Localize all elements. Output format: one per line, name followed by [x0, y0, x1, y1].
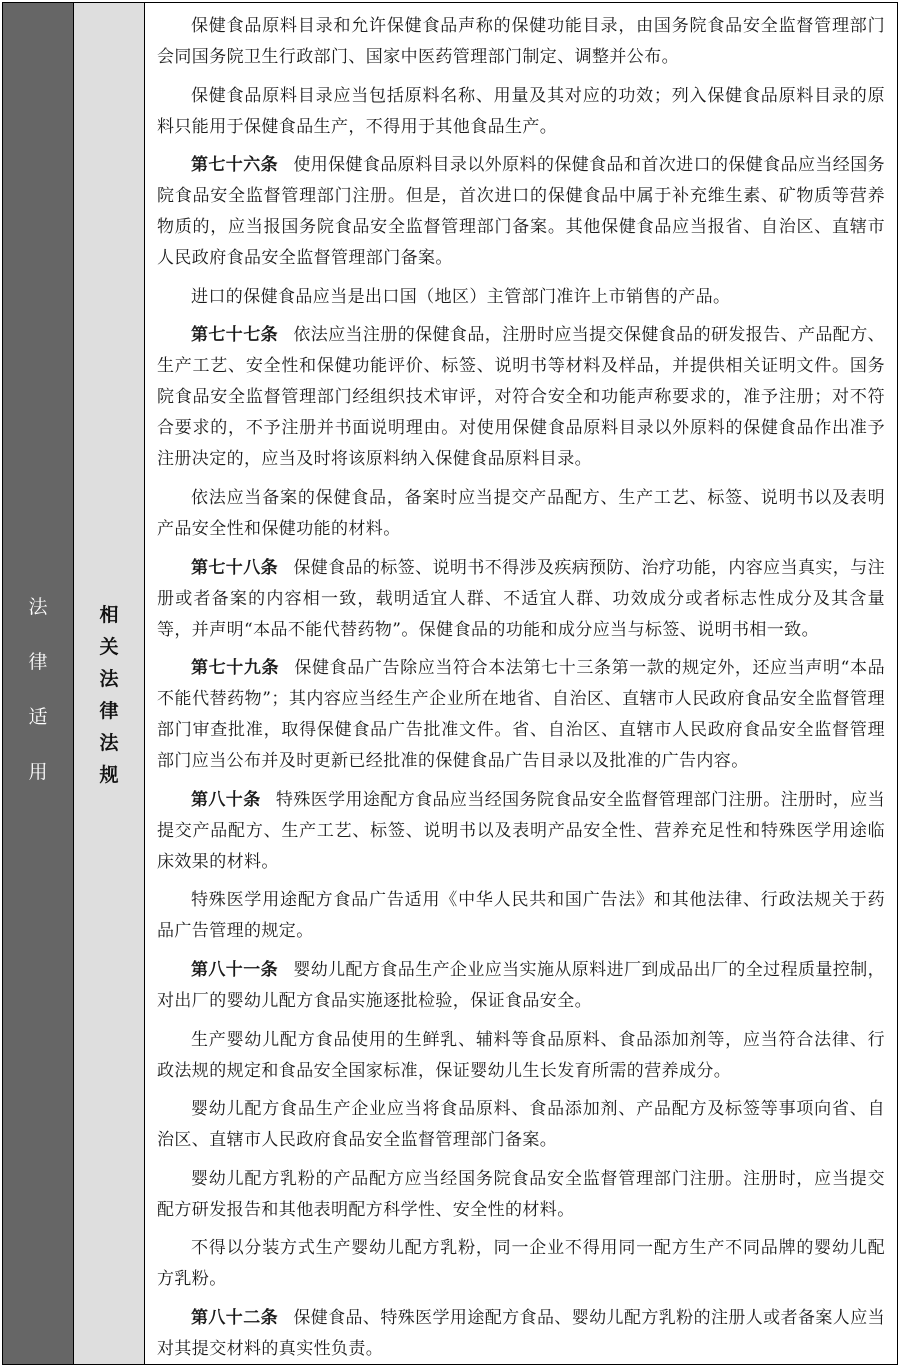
paragraph: [157, 1233, 885, 1295]
paragraph-text: 依法应当备案的保健食品，备案时应当提交产品配方、生产工艺、标签、说明书以及表明产品安全性和保健功能的材料。: [157, 487, 885, 539]
paragraph-text: 保健食品广告除应当符合本法第七十三条第一款的规定外，还应当声明“本品不能代替药物”；其内容应当经生产企业所在地省、自治区、直辖市人民政府食品安全监督管理部门审查批准，取得保健食品广告批准文件。省、自治区、直辖市人民政府食品安全监督管理部门应当公布并及时更新已经批准的保健食品广告目录以及批准的广告内容。: [157, 658, 885, 772]
category-column: [3, 3, 74, 1364]
law-table: [2, 2, 898, 1365]
paragraph-text: 保健食品原料目录和允许保健食品声称的保健功能目录，由国务院食品安全监督管理部门会同国务院卫生行政部门、国家中医药管理部门制定、调整并公布。: [157, 16, 885, 67]
paragraph: [157, 553, 885, 646]
article-number: 第八十条: [191, 789, 261, 810]
category-label: 法律适用: [28, 595, 48, 783]
paragraph-text: 保健食品原料目录应当包括原料名称、用量及其对应的功效；列入保健食品原料目录的原料只能用于保健食品生产，不得用于其他食品生产。: [157, 85, 885, 137]
paragraph-text: 婴幼儿配方食品生产企业应当实施从原料进厂到成品出厂的全过程质量控制，对出厂的婴幼儿配方食品实施逐批检验，保证食品安全。: [157, 959, 885, 1011]
article-number: 第八十一条: [191, 959, 279, 980]
law-text: [145, 3, 897, 1364]
article-number: 第八十二条: [191, 1307, 279, 1328]
paragraph: [157, 955, 885, 1017]
paragraph: [157, 1094, 885, 1156]
paragraph-text: 特殊医学用途配方食品广告适用《中华人民共和国广告法》和其他法律、行政法规关于药品广告管理的规定。: [157, 890, 885, 942]
paragraph: [157, 653, 885, 777]
subcategory-label: 相关法律法规: [99, 603, 119, 786]
paragraph: [157, 483, 885, 545]
paragraph-text: 特殊医学用途配方食品应当经国务院食品安全监督管理部门注册。注册时，应当提交产品配方、生产工艺、标签、说明书以及表明产品安全性、营养充足性和特殊医学用途临床效果的材料。: [157, 789, 886, 872]
paragraph: [157, 11, 885, 73]
article-number: 第七十七条: [191, 325, 279, 346]
subcategory-column: [74, 3, 145, 1364]
paragraph-text: 使用保健食品原料目录以外原料的保健食品和首次进口的保健食品应当经国务院食品安全监督管理部门注册。但是，首次进口的保健食品中属于补充维生素、矿物质等营养物质的，应当报国务院食品安全监督管理部门备案。其他保健食品应当报省、自治区、直辖市人民政府食品安全监督管理部门备案。: [157, 155, 885, 269]
paragraph: [157, 320, 885, 475]
paragraph: [157, 150, 885, 274]
paragraph: [157, 282, 885, 313]
paragraph-text: 婴幼儿配方食品生产企业应当将食品原料、食品添加剂、产品配方及标签等事项向省、自治区、直辖市人民政府食品安全监督管理部门备案。: [157, 1099, 885, 1151]
paragraph-text: 不得以分装方式生产婴幼儿配方乳粉，同一企业不得用同一配方生产不同品牌的婴幼儿配方乳粉。: [157, 1238, 885, 1290]
paragraph-text: 依法应当注册的保健食品，注册时应当提交保健食品的研发报告、产品配方、生产工艺、安全性和保健功能评价、标签、说明书等材料及样品，并提供相关证明文件。国务院食品安全监督管理部门经组织技术审评，对符合安全和功能声称要求的，准予注册；对不符合要求的，不予注册并书面说明理由。对使用保健食品原料目录以外原料的保健食品作出准予注册决定的，应当及时将该原料纳入保健食品原料目录。: [157, 325, 885, 470]
paragraph: [157, 1303, 885, 1364]
paragraph: [157, 885, 885, 947]
paragraph-text: 保健食品、特殊医学用途配方食品、婴幼儿配方乳粉的注册人或者备案人应当对其提交材料的真实性负责。: [157, 1307, 885, 1359]
paragraph-text: 进口的保健食品应当是出口国（地区）主管部门准许上市销售的产品。: [191, 286, 731, 307]
article-number: 第七十九条: [191, 658, 280, 679]
article-number: 第七十八条: [191, 557, 279, 578]
paragraph: [157, 785, 885, 878]
paragraph-text: 生产婴幼儿配方食品使用的生鲜乳、辅料等食品原料、食品添加剂等，应当符合法律、行政法规的规定和食品安全国家标准，保证婴幼儿生长发育所需的营养成分。: [157, 1029, 885, 1081]
paragraph: [157, 1025, 885, 1087]
paragraph-text: 保健食品的标签、说明书不得涉及疾病预防、治疗功能，内容应当真实，与注册或者备案的内容相一致，载明适宜人群、不适宜人群、功效成分或者标志性成分及其含量等，并声明“本品不能代替药物”。保健食品的功能和成分应当与标签、说明书相一致。: [157, 557, 885, 640]
article-number: 第七十六条: [191, 155, 279, 176]
paragraph: [157, 1164, 885, 1226]
paragraph: [157, 81, 885, 143]
paragraph-text: 婴幼儿配方乳粉的产品配方应当经国务院食品安全监督管理部门注册。注册时，应当提交配方研发报告和其他表明配方科学性、安全性的材料。: [157, 1168, 885, 1220]
